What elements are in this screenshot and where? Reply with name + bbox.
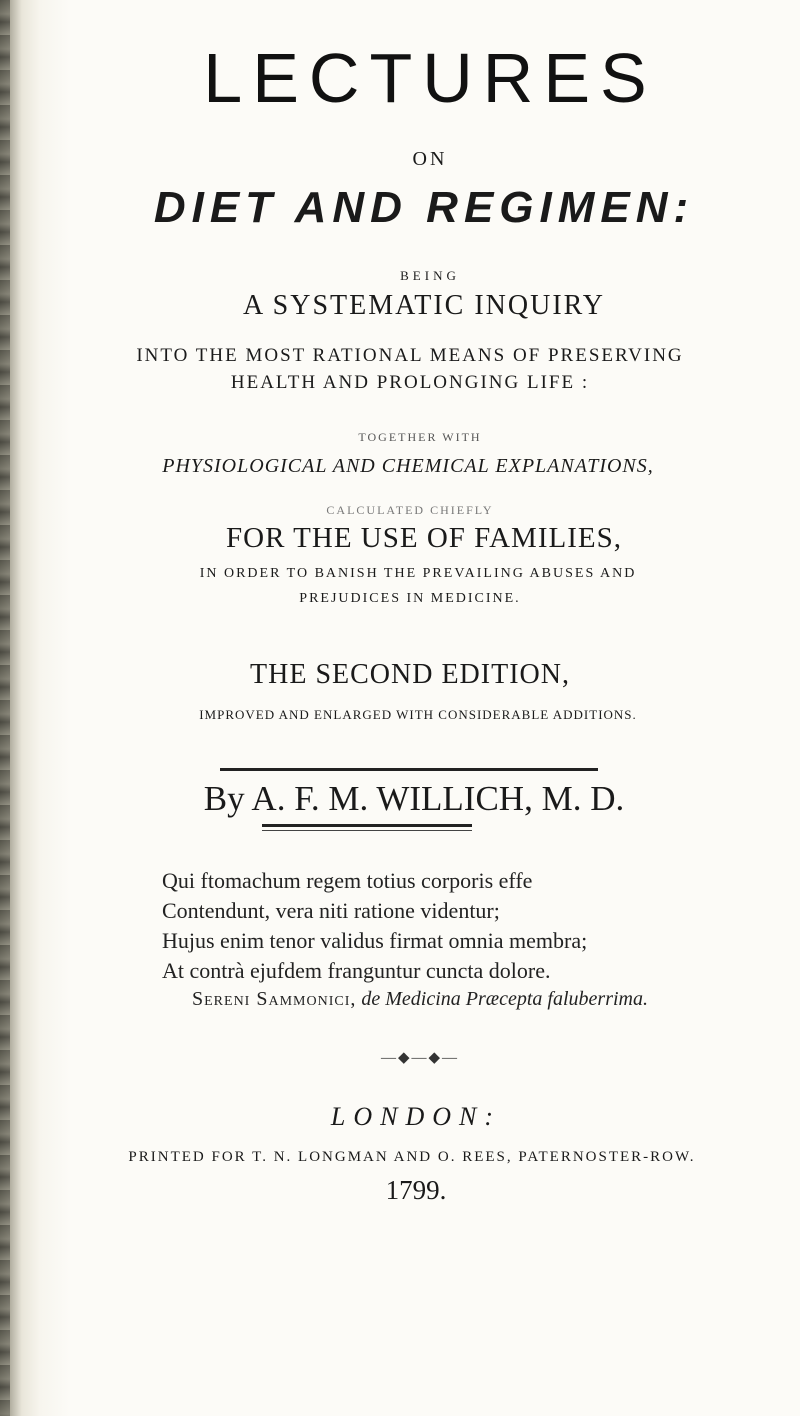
subtitle-prejudices-line: PREJUDICES IN MEDICINE. [299,591,521,606]
epigraph-attribution-work: de Medicina Præcepta faluberrima. [361,988,648,1010]
subtitle-in-order-line: IN ORDER TO BANISH THE PREVAILING ABUSES AND [199,566,637,581]
epigraph-attribution-name: Sereni Sammonici, [192,988,357,1010]
author-line: By A. F. M. WILLICH, M. D. [203,779,625,818]
epigraph-line: At contrà ejufdem franguntur cuncta dolore. [162,958,551,983]
edition-line: THE SECOND EDITION, [250,659,570,690]
imprint-year: 1799. [385,1175,447,1205]
edition-improved-line: IMPROVED AND ENLARGED WITH CONSIDERABLE ADDITIONS. [199,707,637,722]
subtitle-inquiry: A SYSTEMATIC INQUIRY [242,290,606,321]
divider-rule-top [220,768,598,771]
epigraph-line: Qui ftomachum regem totius corporis effe [162,868,533,893]
book-subject: DIET AND REGIMEN: [153,183,695,232]
subtitle-into-line: INTO THE MOST RATIONAL MEANS OF PRESERVING [136,345,684,366]
subtitle-explanations-line: PHYSIOLOGICAL AND CHEMICAL EXPLANATIONS, [162,455,654,477]
subtitle-health-line: HEALTH AND PROLONGING LIFE : [230,372,590,393]
ornament-divider: —◆—◆— [380,1050,460,1066]
imprint-city: LONDON: [330,1102,502,1131]
subtitle-being: BEING [400,268,460,283]
epigraph-line: Hujus enim tenor validus firmat omnia membra; [162,928,588,953]
epigraph-line: Contendunt, vera niti ratione videntur; [162,898,500,923]
subtitle-families-line: FOR THE USE OF FAMILIES, [226,522,622,554]
subtitle-together-line: TOGETHER WITH [358,430,482,444]
imprint-printer: PRINTED FOR T. N. LONGMAN AND O. REES, PATERNOSTER-ROW. [128,1149,696,1165]
title-connector: ON [412,148,448,170]
divider-rule-bottom [262,824,472,827]
divider-rule-bottom-thin [262,830,472,831]
subtitle-calculated-line: CALCULATED CHIEFLY [326,503,494,517]
epigraph-attribution [192,988,648,1011]
book-title: LECTURES [203,39,657,117]
